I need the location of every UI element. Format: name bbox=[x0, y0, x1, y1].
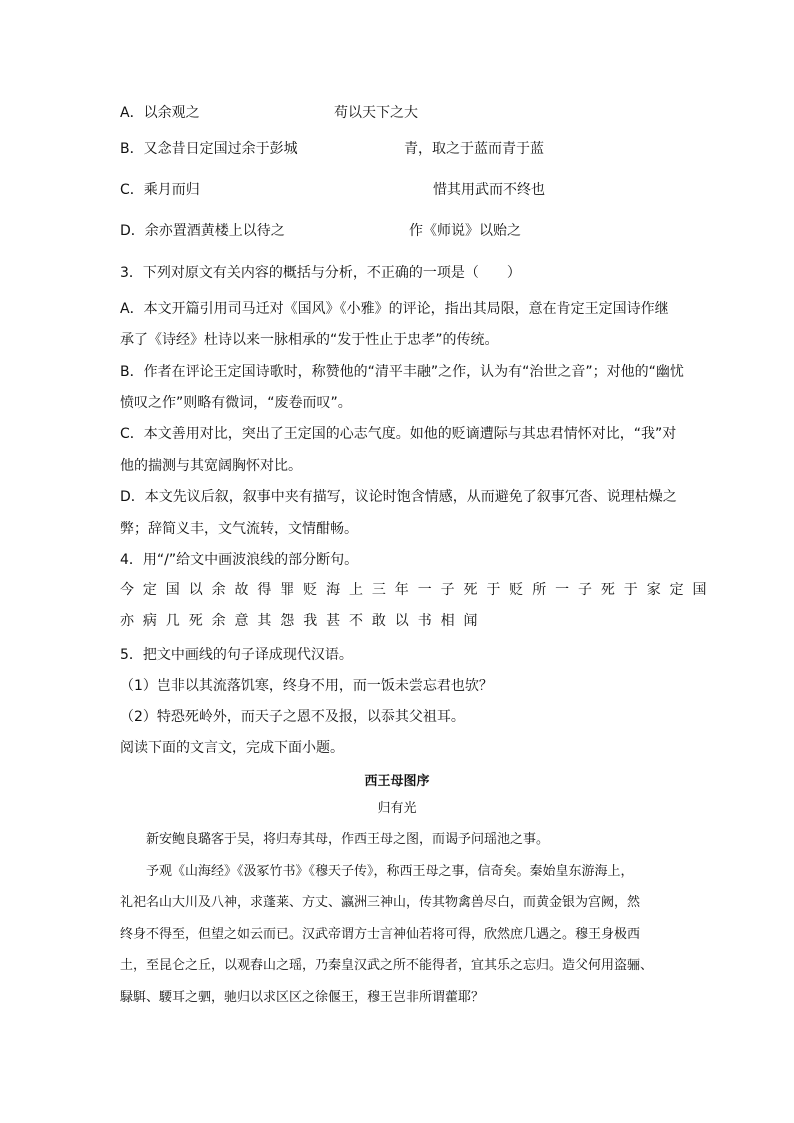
q3-option-c-line1: C．本文善用对比，突出了王定国的心志气度。如他的贬谪遭际与其忠君情怀对比，“我”对 bbox=[120, 426, 677, 442]
option-c-right: 惜其用武而不终也 bbox=[433, 182, 545, 198]
option-d-left: D．余亦置酒黄楼上以待之 bbox=[120, 223, 285, 239]
passage-paragraph-2-line3: 终身不得至，但望之如云而已。汉武帝谓方士言神仙若将可得，欣然庶几遇之。穆王身极西 bbox=[120, 927, 641, 942]
q5-sentence-2: （2）特恐死岭外，而天子之恩不及报，以忝其父祖耳。 bbox=[120, 709, 465, 725]
option-b-right: 青，取之于蓝而青于蓝 bbox=[404, 141, 544, 157]
q3-option-c-line2: 他的揣测与其宽阔胸怀对比。 bbox=[120, 458, 302, 474]
q3-option-d-line1: D．本文先议后叙，叙事中夹有描写，议论时饱含情感，从而避免了叙事冗沓、说理枯燥之 bbox=[120, 489, 677, 505]
option-b-left: B．又念昔日定国过余于彭城 bbox=[120, 141, 298, 157]
option-a-right: 苟以天下之大 bbox=[334, 105, 418, 121]
passage-author: 归有光 bbox=[377, 801, 417, 816]
passage-title: 西王母图序 bbox=[364, 774, 430, 789]
q3-option-d-line2: 弊；辞简义丰，文气流转，文情酣畅。 bbox=[120, 521, 358, 537]
option-a-left: A．以余观之 bbox=[120, 105, 200, 121]
q5-sentence-1: （1）岂非以其流落饥寒，终身不用，而一饭未尝忘君也欤？ bbox=[120, 678, 493, 694]
q4-passage-line2: 亦病几死余意其怨我甚不敢以书相闻 bbox=[120, 613, 487, 629]
passage-paragraph-2-line4: 土，至昆仑之丘，以观舂山之瑶，乃秦皇汉武之所不能得者，宜其乐之忘归。造父何用盗骊、 bbox=[120, 958, 654, 973]
passage-paragraph-2-line1: 予观《山海经》《汲冢竹书》《穆天子传》，称西王母之事，信奇矣。秦始皇东游海上， bbox=[146, 864, 634, 879]
passage-paragraph-1: 新安鲍良璐客于吴，将归寿其母，作西王母之图，而谒予问瑶池之事。 bbox=[146, 832, 550, 847]
q3-stem: 3．下列对原文有关内容的概括与分析，不正确的一项是（ ） bbox=[120, 265, 521, 281]
q4-stem: 4．用“/”给文中画波浪线的部分断句。 bbox=[120, 552, 359, 568]
q3-option-a-line2: 承了《诗经》杜诗以来一脉相承的“发于性止于忠孝”的传统。 bbox=[120, 332, 499, 348]
q3-option-a-line1: A．本文开篇引用司马迁对《国风》《小雅》的评论，指出其局限，意在肯定王定国诗作继 bbox=[120, 301, 669, 317]
option-c-left: C．乘月而归 bbox=[120, 182, 200, 198]
reading-intro: 阅读下面的文言文，完成下面小题。 bbox=[120, 740, 344, 756]
q3-option-b-line1: B．作者在评论王定国诗歌时，称赞他的“清平丰融”之作，认为有“治世之音”；对他的“幽忧 bbox=[120, 364, 684, 380]
q4-passage-line1: 今定国以余故得罪贬海上三年一子死于贬所一子死于家定国 bbox=[120, 582, 716, 598]
option-d-right: 作《师说》以贻之 bbox=[409, 223, 521, 239]
q5-stem: 5．把文中画线的句子译成现代汉语。 bbox=[120, 647, 353, 663]
passage-paragraph-2-line5: 騄駬、騕耳之驷，驰归以求区区之徐偃王，穆王岂非所谓藿耶？ bbox=[120, 990, 485, 1005]
passage-paragraph-2-line2: 礼祀名山大川及八神，求蓬莱、方丈、瀛洲三神山，传其物禽兽尽白，而黄金银为宫阙，然 bbox=[120, 895, 641, 910]
q3-option-b-line2: 愤叹之作”则略有微词，“废卷而叹”。 bbox=[120, 395, 352, 411]
